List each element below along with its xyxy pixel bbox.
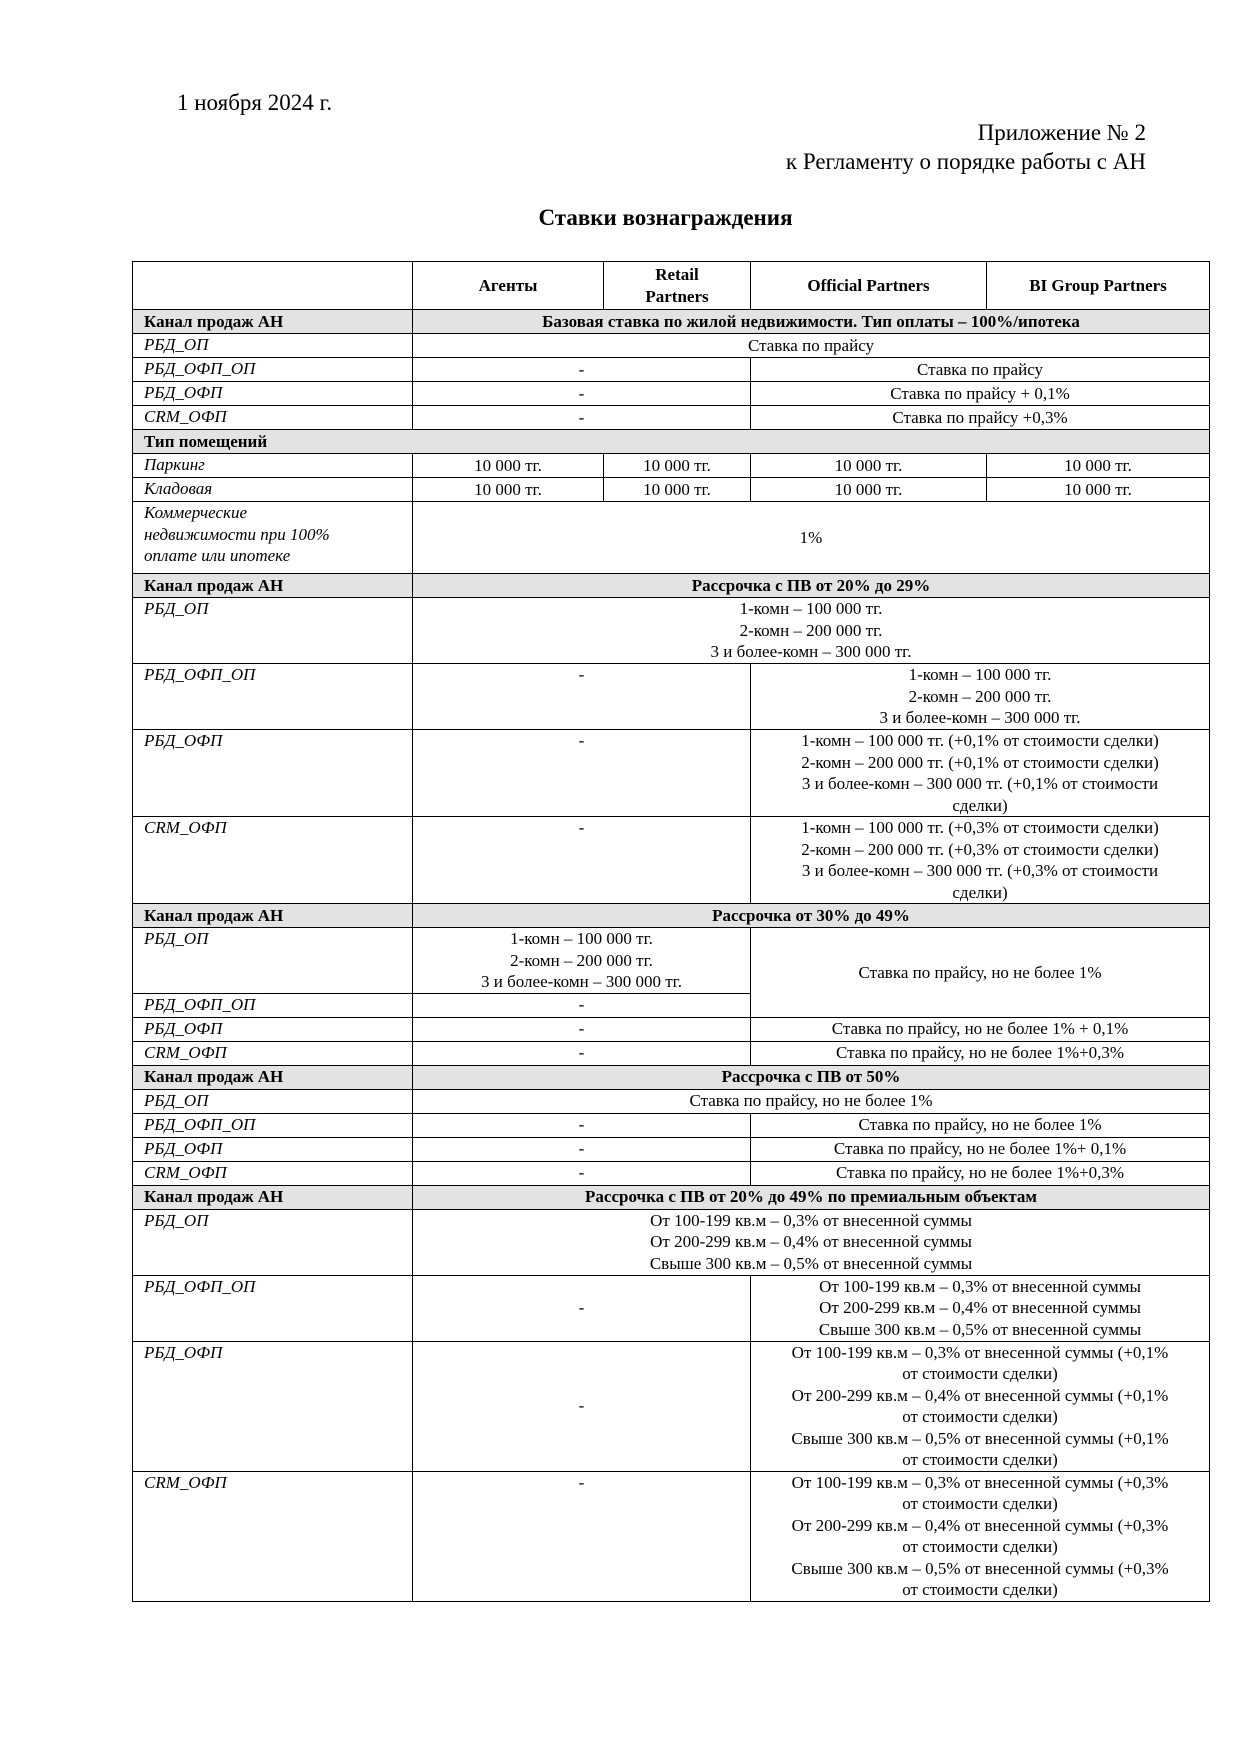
column-header-bi-group-partners: BI Group Partners: [987, 262, 1210, 310]
appendix-reference: [786, 118, 1146, 176]
rate-value: Ставка по прайсу, но не более 1%: [751, 928, 1210, 1018]
table-row: [133, 1161, 1210, 1185]
dash-cell: -: [413, 1471, 751, 1601]
row-label: Коммерческие недвижимости при 100% оплате или ипотеке: [133, 502, 413, 574]
row-label: РБД_ОФП_ОП: [133, 664, 413, 730]
section-title: Рассрочка с ПВ от 20% до 49% по премиальным объектам: [413, 1185, 1210, 1209]
column-header-agents: Агенты: [413, 262, 604, 310]
dash-cell: -: [413, 358, 751, 382]
table-row: [133, 664, 1210, 730]
dash-cell: -: [413, 664, 751, 730]
section-title: Рассрочка с ПВ от 20% до 29%: [413, 574, 1210, 598]
rate-value: Ставка по прайсу, но не более 1% + 0,1%: [751, 1017, 1210, 1041]
row-label: РБД_ОФП_ОП: [133, 1275, 413, 1341]
row-label: РБД_ОФП: [133, 1017, 413, 1041]
page-title: Ставки вознаграждения: [538, 205, 793, 230]
rate-value: 10 000 тг.: [604, 478, 751, 502]
rate-value: Ставка по прайсу, но не более 1%+ 0,1%: [751, 1137, 1210, 1161]
row-label: CRM_ОФП: [133, 817, 413, 904]
dash-cell: -: [413, 1275, 751, 1341]
table-row: [133, 1113, 1210, 1137]
rate-value: Ставка по прайсу, но не более 1%+0,3%: [751, 1161, 1210, 1185]
table-row: [133, 1089, 1210, 1113]
rate-value: Ставка по прайсу, но не более 1%+0,3%: [751, 1041, 1210, 1065]
rate-value: 10 000 тг.: [987, 454, 1210, 478]
rate-value: Ставка по прайсу, но не более 1%: [751, 1113, 1210, 1137]
section-header-base-rate: [133, 310, 1210, 334]
column-header-row: [133, 262, 1210, 310]
section-header-installment-50: [133, 1065, 1210, 1089]
rate-value: 10 000 тг.: [413, 454, 604, 478]
rate-lines: От 100-199 кв.м – 0,3% от внесенной суммы (+0,3% от стоимости сделки) От 200-299 кв.м – 0,4% от внесенной суммы (+0,3% от стоимости сделки) Свыше 300 кв.м – 0,5% от внесенной суммы (+0,3% от стоимости сделки): [751, 1471, 1210, 1601]
table-row: [133, 730, 1210, 817]
dash-cell: -: [413, 1161, 751, 1185]
row-label: РБД_ОФП_ОП: [133, 1113, 413, 1137]
rate-value: Ставка по прайсу +0,3%: [751, 406, 1210, 430]
rate-value: 10 000 тг.: [413, 478, 604, 502]
dash-cell: -: [413, 1017, 751, 1041]
rate-lines: От 100-199 кв.м – 0,3% от внесенной суммы От 200-299 кв.м – 0,4% от внесенной суммы Свыше 300 кв.м – 0,5% от внесенной суммы: [413, 1209, 1210, 1275]
channel-label: Канал продаж АН: [133, 574, 413, 598]
row-label: Кладовая: [133, 478, 413, 502]
rate-value: 10 000 тг.: [987, 478, 1210, 502]
table-row: [133, 1209, 1210, 1275]
rates-table: [132, 261, 1210, 1602]
dash-cell: -: [413, 993, 751, 1017]
row-label: РБД_ОП: [133, 928, 413, 994]
section-title: Рассрочка с ПВ от 50%: [413, 1065, 1210, 1089]
row-label: РБД_ОФП: [133, 1137, 413, 1161]
table-row: [133, 454, 1210, 478]
row-label: РБД_ОП: [133, 1089, 413, 1113]
section-title: Базовая ставка по жилой недвижимости. Тип оплаты – 100%/ипотека: [413, 310, 1210, 334]
dash-cell: -: [413, 382, 751, 406]
dash-cell: -: [413, 1041, 751, 1065]
table-row: [133, 502, 1210, 574]
rate-value: 10 000 тг.: [604, 454, 751, 478]
channel-label: Канал продаж АН: [133, 1065, 413, 1089]
rate-value: 10 000 тг.: [751, 478, 987, 502]
channel-label: Канал продаж АН: [133, 1185, 413, 1209]
rate-lines: 1-комн – 100 000 тг. (+0,3% от стоимости сделки) 2-комн – 200 000 тг. (+0,3% от стоимости сделки) 3 и более-комн – 300 000 тг. (+0,3% от стоимости сделки): [751, 817, 1210, 904]
row-label: РБД_ОП: [133, 334, 413, 358]
document-date: 1 ноября 2024 г.: [177, 90, 333, 115]
rate-lines: 1-комн – 100 000 тг. 2-комн – 200 000 тг. 3 и более-комн – 300 000 тг.: [413, 598, 1210, 664]
table-row: [133, 382, 1210, 406]
table-row: [133, 1137, 1210, 1161]
rate-lines: 1-комн – 100 000 тг. 2-комн – 200 000 тг. 3 и более-комн – 300 000 тг.: [413, 928, 751, 994]
header-empty-cell: [133, 262, 413, 310]
table-row: [133, 598, 1210, 664]
dash-cell: -: [413, 1137, 751, 1161]
dash-cell: -: [413, 1341, 751, 1471]
table-row: [133, 1471, 1210, 1601]
rate-value: Ставка по прайсу + 0,1%: [751, 382, 1210, 406]
section-header-installment-20-29: [133, 574, 1210, 598]
rate-value: Ставка по прайсу: [751, 358, 1210, 382]
appendix-line-2: к Регламенту о порядке работы с АН: [785, 149, 1146, 174]
column-header-retail-partners: Retail Partners: [604, 262, 751, 310]
row-label: РБД_ОФП_ОП: [133, 993, 413, 1017]
table-row: [133, 928, 1210, 994]
row-label: РБД_ОП: [133, 598, 413, 664]
dash-cell: -: [413, 1113, 751, 1137]
row-label: РБД_ОФП: [133, 730, 413, 817]
section-header-premises: [133, 430, 1210, 454]
rate-lines: 1-комн – 100 000 тг. (+0,1% от стоимости сделки) 2-комн – 200 000 тг. (+0,1% от стоимости сделки) 3 и более-комн – 300 000 тг. (+0,1% от стоимости сделки): [751, 730, 1210, 817]
row-label: CRM_ОФП: [133, 1041, 413, 1065]
section-title: Тип помещений: [133, 430, 1210, 454]
channel-label: Канал продаж АН: [133, 904, 413, 928]
table-row: [133, 334, 1210, 358]
rate-value: 1%: [413, 502, 1210, 574]
table-row: [133, 478, 1210, 502]
rate-value: Ставка по прайсу: [413, 334, 1210, 358]
rate-lines: 1-комн – 100 000 тг. 2-комн – 200 000 тг. 3 и более-комн – 300 000 тг.: [751, 664, 1210, 730]
row-label: РБД_ОП: [133, 1209, 413, 1275]
row-label: РБД_ОФП: [133, 382, 413, 406]
channel-label: Канал продаж АН: [133, 310, 413, 334]
column-header-official-partners: Official Partners: [751, 262, 987, 310]
section-title: Рассрочка от 30% до 49%: [413, 904, 1210, 928]
dash-cell: -: [413, 730, 751, 817]
section-header-installment-30-49: [133, 904, 1210, 928]
table-row: [133, 406, 1210, 430]
section-header-premium: [133, 1185, 1210, 1209]
table-row: [133, 1275, 1210, 1341]
row-label: РБД_ОФП: [133, 1341, 413, 1471]
rate-lines: От 100-199 кв.м – 0,3% от внесенной суммы От 200-299 кв.м – 0,4% от внесенной суммы Свыше 300 кв.м – 0,5% от внесенной суммы: [751, 1275, 1210, 1341]
appendix-line-1: Приложение № 2: [977, 120, 1146, 145]
table-row: [133, 1017, 1210, 1041]
table-row: [133, 817, 1210, 904]
rate-lines: От 100-199 кв.м – 0,3% от внесенной суммы (+0,1% от стоимости сделки) От 200-299 кв.м – 0,4% от внесенной суммы (+0,1% от стоимости сделки) Свыше 300 кв.м – 0,5% от внесенной суммы (+0,1% от стоимости сделки): [751, 1341, 1210, 1471]
rate-value: Ставка по прайсу, но не более 1%: [413, 1089, 1210, 1113]
row-label: CRM_ОФП: [133, 406, 413, 430]
table-row: [133, 1041, 1210, 1065]
row-label: РБД_ОФП_ОП: [133, 358, 413, 382]
row-label: Паркинг: [133, 454, 413, 478]
table-row: [133, 1341, 1210, 1471]
row-label: CRM_ОФП: [133, 1161, 413, 1185]
row-label: CRM_ОФП: [133, 1471, 413, 1601]
dash-cell: -: [413, 817, 751, 904]
table-row: [133, 358, 1210, 382]
rate-value: 10 000 тг.: [751, 454, 987, 478]
dash-cell: -: [413, 406, 751, 430]
